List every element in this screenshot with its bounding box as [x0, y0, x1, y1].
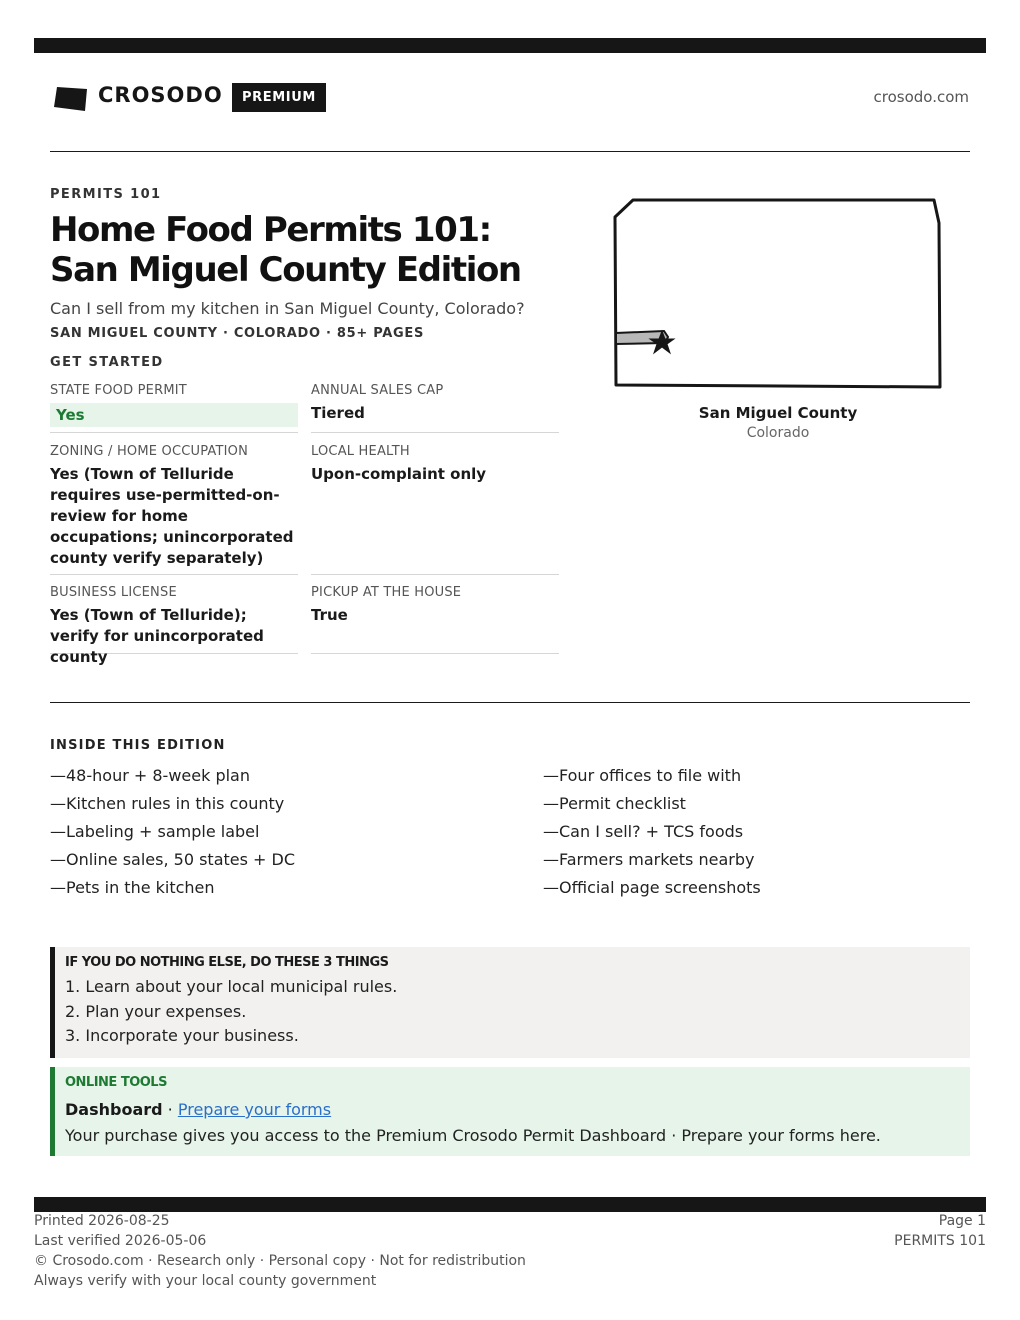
page-subtitle: Can I sell from my kitchen in San Miguel County, Colorado? — [50, 299, 525, 318]
toc-item: —Can I sell? + TCS foods — [543, 822, 744, 841]
footer-right — [894, 1211, 986, 1251]
toc-item: —Four offices to file with — [543, 766, 742, 785]
toc-left — [50, 762, 295, 902]
dashboard-line — [65, 1097, 960, 1123]
online-tools-heading: ONLINE TOOLS — [65, 1075, 167, 1090]
fact-label: STATE FOOD PERMIT — [50, 383, 187, 398]
fact-state-food-permit — [50, 383, 298, 433]
toc-item: —Kitchen rules in this county — [50, 794, 285, 813]
footer-left — [34, 1211, 526, 1291]
toc-right — [543, 762, 761, 902]
toc-item: —Pets in the kitchen — [50, 878, 215, 897]
page-title: Home Food Permits 101: San Miguel County Edition — [50, 210, 521, 290]
top-bar — [34, 38, 986, 53]
county-map — [612, 197, 944, 391]
map-county-name: San Miguel County — [698, 404, 858, 422]
toc-item: —Online sales, 50 states + DC — [50, 850, 296, 869]
fact-value: Yes (Town of Telluride); verify for unincorporated county — [50, 606, 264, 666]
tools-description: Your purchase gives you access to the Premium Crosodo Permit Dashboard · Prepare your forms here. — [65, 1126, 881, 1145]
toc-item: —Farmers markets nearby — [543, 850, 755, 869]
fact-value: Yes — [50, 403, 298, 427]
separator: · — [162, 1100, 178, 1119]
fact-value: Upon-complaint only — [311, 465, 487, 483]
fact-label: ANNUAL SALES CAP — [311, 383, 444, 398]
fact-label: LOCAL HEALTH — [311, 444, 410, 459]
fact-label: BUSINESS LICENSE — [50, 585, 177, 600]
verified-date: Last verified 2026-05-06 — [34, 1233, 207, 1249]
footer-bar — [34, 1197, 986, 1212]
fact-business-license — [50, 585, 298, 666]
priorities-callout — [50, 947, 970, 1058]
toc-item: —Permit checklist — [543, 794, 686, 813]
brand-name[interactable]: CROSODO — [98, 83, 223, 107]
fact-value: Yes (Town of Telluride requires use-permitted-on-review for home occupations; unincorporated county verify separately) — [50, 465, 294, 567]
priorities-heading: IF YOU DO NOTHING ELSE, DO THESE 3 THINGS — [65, 955, 389, 970]
priority-item: 2. Plan your expenses. — [65, 1001, 247, 1021]
fact-local-health — [311, 444, 559, 575]
toc-item: —48-hour + 8-week plan — [50, 766, 250, 785]
map-state-name: Colorado — [746, 425, 810, 441]
priority-item: 1. Learn about your local municipal rules. — [65, 977, 398, 996]
section-divider — [50, 702, 970, 703]
prepare-forms-link[interactable]: Prepare your forms — [177, 1100, 332, 1119]
copyright: © Crosodo.com · Research only · Personal copy · Not for redistribution — [34, 1253, 526, 1269]
fact-annual-sales-cap — [311, 383, 559, 433]
section-kicker: PERMITS 101 — [50, 187, 162, 202]
fact-value: Tiered — [311, 404, 365, 422]
toc-item: —Official page screenshots — [543, 878, 761, 897]
edition-meta: SAN MIGUEL COUNTY · COLORADO · 85+ PAGES — [50, 326, 425, 341]
fact-pickup — [311, 585, 559, 654]
fact-value: True — [311, 606, 348, 624]
disclaimer: Always verify with your local county government — [34, 1273, 377, 1289]
fact-label: PICKUP AT THE HOUSE — [311, 585, 462, 600]
online-tools-callout — [50, 1067, 970, 1156]
footer-section: PERMITS 101 — [894, 1233, 986, 1249]
state-shape-icon — [54, 85, 88, 111]
page-number: Page 1 — [938, 1213, 986, 1229]
dashboard-label: Dashboard — [65, 1100, 163, 1119]
toc-item: —Labeling + sample label — [50, 822, 260, 841]
fact-zoning — [50, 444, 298, 575]
premium-badge: PREMIUM — [232, 83, 326, 112]
printed-date: Printed 2026-08-25 — [34, 1213, 170, 1229]
inside-edition-heading: INSIDE THIS EDITION — [50, 738, 226, 753]
header-divider — [50, 151, 970, 152]
get-started-heading: GET STARTED — [50, 355, 164, 370]
site-url[interactable]: crosodo.com — [873, 88, 969, 106]
fact-label: ZONING / HOME OCCUPATION — [50, 444, 249, 459]
priority-item: 3. Incorporate your business. — [65, 1026, 299, 1045]
